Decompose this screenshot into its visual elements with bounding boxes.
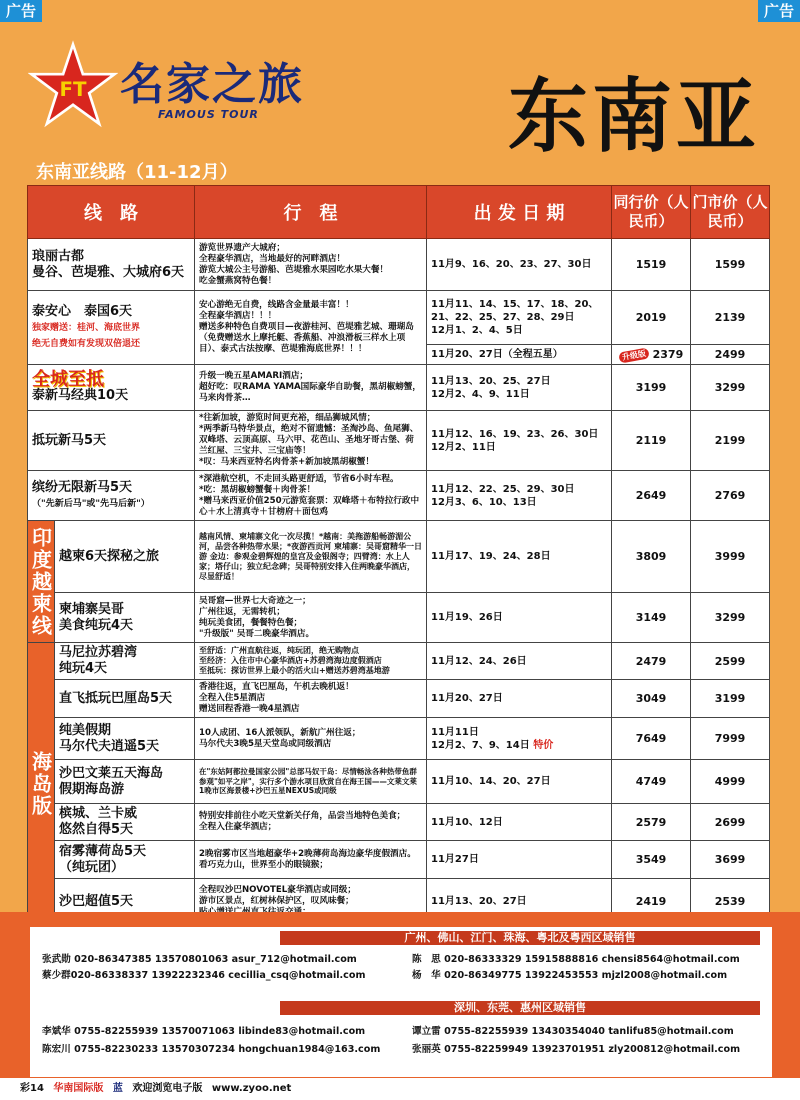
slogan: 欢迎浏览电子版 bbox=[132, 1083, 203, 1094]
peer-price: 2579 bbox=[612, 804, 691, 841]
route-name: 纯美假期 马尔代夫逍遥5天 bbox=[55, 718, 195, 760]
contacts-panel bbox=[30, 927, 772, 1077]
peer-price: 3199 bbox=[612, 365, 691, 411]
route-name: 宿雾薄荷岛5天 （纯玩团） bbox=[55, 841, 195, 879]
route-cell bbox=[28, 471, 195, 521]
peer-price: 7649 bbox=[612, 718, 691, 760]
retail-price: 2769 bbox=[691, 471, 770, 521]
peer-price: 2119 bbox=[612, 411, 691, 471]
table-row bbox=[28, 643, 770, 680]
header bbox=[0, 22, 800, 163]
route-promo: 全城至抵 bbox=[32, 368, 104, 390]
region-sz-bar: 深圳、东莞、惠州区域销售 bbox=[280, 1001, 760, 1015]
section-indochina: 印度越柬线 bbox=[28, 521, 55, 643]
route-name: 缤纷无限新马5天 bbox=[32, 479, 133, 495]
peer-price: 3549 bbox=[612, 841, 691, 879]
peer-price-upgrade-value: 2379 bbox=[652, 348, 684, 361]
retail-price: 4999 bbox=[691, 760, 770, 804]
route-cell bbox=[28, 365, 195, 411]
contact-sz-3: 陈宏川 0755-82230233 13570307234 hongchuan1984@163.com bbox=[42, 1044, 381, 1055]
peer-price: 3809 bbox=[612, 521, 691, 593]
table-row bbox=[28, 239, 770, 291]
tour-table bbox=[27, 185, 769, 925]
itinerary-desc: *深港航空机，不走回头路更舒适，节省6小时车程。 *吃：黑胡椒螃蟹餐＋肉骨茶！ *赠马来西亚价值250元游览套票：双峰塔＋布特拉行政中心＋水上清真寺＋甘榜府＋面包鸡 bbox=[195, 471, 427, 521]
company-logo bbox=[28, 32, 328, 142]
route-name: 直飞抵玩巴厘岛5天 bbox=[55, 680, 195, 718]
ad-label-left: 广告 bbox=[0, 0, 42, 22]
retail-price: 1599 bbox=[691, 239, 770, 291]
region-gz-bar: 广州、佛山、江门、珠海、粤北及粤西区域销售 bbox=[280, 931, 760, 945]
contact-gz-1: 张武勋 020-86347385 13570801063 asur_712@hotmail.com bbox=[42, 954, 357, 965]
table-row bbox=[28, 521, 770, 593]
table-row bbox=[28, 841, 770, 879]
route-name: 沙巴文莱五天海岛 假期海岛游 bbox=[55, 760, 195, 804]
peer-price-upgrade bbox=[612, 345, 691, 365]
retail-price: 3299 bbox=[691, 593, 770, 643]
retail-price: 2139 bbox=[691, 291, 770, 345]
logo-chinese-text: 名家之旅 bbox=[120, 59, 304, 110]
header-itinerary: 行 程 bbox=[195, 186, 427, 239]
departure-dates: 11月27日 bbox=[427, 841, 612, 879]
route-name: 马尼拉苏碧湾 纯玩4天 bbox=[55, 643, 195, 680]
route-name: 泰新马经典10天 bbox=[32, 387, 129, 403]
footer bbox=[0, 912, 800, 1100]
departure-dates: 11月13、20、25、27日 12月2、4、9、11日 bbox=[427, 365, 612, 411]
retail-price: 2539 bbox=[691, 879, 770, 925]
contact-sz-2: 谭立雷 0755-82255939 13430354040 tanlifu85@hotmail.com bbox=[412, 1026, 734, 1037]
bottom-bar bbox=[0, 1078, 800, 1100]
table-row bbox=[28, 680, 770, 718]
table-row bbox=[28, 291, 770, 345]
contact-gz-3: 蔡少群020-86338337 13922232346 cecillia_csq@hotmail.com bbox=[42, 970, 366, 981]
retail-price: 7999 bbox=[691, 718, 770, 760]
itinerary-desc: 越南风情、柬埔寨文化一次尽揽！*越南：美拖游船畅游湄公河，品尝各种热带水果；*夜游西贡河 柬埔寨：吴哥窟精华一日游 金边：参观金碧辉煌的皇宫及金银阁寺；四臂湾：水上人家；塔仔山；独立纪念碑；吴哥特别安排入住两晚豪华酒店，尽显舒适！ bbox=[195, 521, 427, 593]
itinerary-desc: 安心游绝无自费，线路含金量最丰富！！ 全程豪华酒店！！！ 赠送多种特色自费项目—夜游桂河、芭堤雅艺城、珊瑚岛（免费赠送水上摩托艇、香蕉船、冲浪滑板三样水上项目）、泰式古法按摩、芭堤雅海底世界！！！ bbox=[195, 291, 427, 365]
paper-logo-icon: 蓝 bbox=[112, 1083, 123, 1094]
peer-price: 2649 bbox=[612, 471, 691, 521]
route-cell bbox=[28, 291, 195, 365]
retail-price: 2199 bbox=[691, 411, 770, 471]
table-row bbox=[28, 718, 770, 760]
route-name: 琅丽古都 曼谷、芭堤雅、大城府6天 bbox=[28, 239, 195, 291]
website-link[interactable]: www.zyoo.net bbox=[211, 1083, 292, 1094]
svg-text:FT: FT bbox=[59, 77, 87, 101]
departure-dates: 11月12、16、19、23、26、30日 12月2、11日 bbox=[427, 411, 612, 471]
header-peer-price: 同行价（人民币） bbox=[612, 186, 691, 239]
itinerary-desc: 全程叹沙巴NOVOTEL豪华酒店或同级； 游市区景点，红树林保护区，叹风味餐； bbox=[195, 879, 427, 925]
peer-price: 4749 bbox=[612, 760, 691, 804]
table-row bbox=[28, 471, 770, 521]
retail-price: 3199 bbox=[691, 680, 770, 718]
peer-price: 1519 bbox=[612, 239, 691, 291]
retail-price: 3999 bbox=[691, 521, 770, 593]
departure-dates: 11月9、16、20、23、27、30日 bbox=[427, 239, 612, 291]
contact-sz-1: 李斌华 0755-82255939 13570071063 libinde83@hotmail.com bbox=[42, 1026, 366, 1037]
header-dates: 出 发 日 期 bbox=[427, 186, 612, 239]
itinerary-desc: 香港往返，直飞巴厘岛，午机去晚机返！ 全程入住5星酒店 赠送回程香港一晚4星酒店 bbox=[195, 680, 427, 718]
departure-dates: 11月13、20、27日 bbox=[427, 879, 612, 925]
itinerary-desc: 特别安排前往小吃天堂新关仔角，品尝当地特色美食； 全程入住豪华酒店； bbox=[195, 804, 427, 841]
paper-name: 华南国际版 bbox=[53, 1083, 104, 1094]
itinerary-desc: 在"东姑阿都拉曼国家公园"总部马奴干岛：尽情畅泳各种热带鱼群参观"如平之岸"，实行多个游水项目欣赏自在海王国——文莱文莱 1晚市区海景楼+沙巴五星NEXUS或同级 bbox=[195, 760, 427, 804]
retail-price-upgrade: 2499 bbox=[691, 345, 770, 365]
logo-english-text: FAMOUS TOUR bbox=[158, 108, 259, 121]
page-title: 东南亚 bbox=[508, 70, 760, 163]
itinerary-desc: 2晚宿雾市区当地超豪华+2晚薄荷岛海边豪华度假酒店。 看巧克力山，世界至小的眼镜猴； bbox=[195, 841, 427, 879]
route-name: 沙巴超值5天 bbox=[55, 879, 195, 925]
route-name: 槟城、兰卡威 悠然自得5天 bbox=[55, 804, 195, 841]
peer-price: 3049 bbox=[612, 680, 691, 718]
header-route: 线 路 bbox=[28, 186, 195, 239]
upgrade-badge: 升级版 bbox=[618, 347, 649, 363]
route-name: 抵玩新马5天 bbox=[28, 411, 195, 471]
header-retail-price: 门市价（人民币） bbox=[691, 186, 770, 239]
departure-dates: 11月19、26日 bbox=[427, 593, 612, 643]
route-note: （"先新后马"或"先马后新"） bbox=[32, 498, 150, 509]
departure-dates: 11月11日 12月2、7、9、14日 bbox=[431, 726, 530, 751]
peer-price: 3149 bbox=[612, 593, 691, 643]
section-island: 海岛版 bbox=[28, 643, 55, 925]
table-row bbox=[28, 593, 770, 643]
table-row bbox=[28, 365, 770, 411]
departure-dates: 11月12、22、25、29、30日 12月3、6、10、13日 bbox=[427, 471, 612, 521]
table-row bbox=[28, 804, 770, 841]
retail-price: 3699 bbox=[691, 841, 770, 879]
peer-price: 2479 bbox=[612, 643, 691, 680]
itinerary-desc: 至舒适：广州直航往返，纯玩团，绝无购物点 至经济：入住市中心豪华酒店+苏碧湾海边度假酒店 至抵玩：探访世界上最小的活火山+赠送苏碧湾基地游 bbox=[195, 643, 427, 680]
retail-price: 2599 bbox=[691, 643, 770, 680]
departure-dates: 11月10、14、20、27日 bbox=[427, 760, 612, 804]
itinerary-desc: *往新加坡，游览时间更充裕，细品狮城风情； *两季新马特华景点，绝对不留遗憾：圣淘沙岛、鱼尾狮、双峰塔、云顶高原、马六甲、花芭山、圣地牙哥古堡、荷兰红屋、三宝井、三宝庙等！ *叹：马来西亚特名肉骨茶+新加坡黑胡椒蟹！ bbox=[195, 411, 427, 471]
special-price-badge: 特价 bbox=[533, 739, 554, 751]
route-name: 越柬6天探秘之旅 bbox=[55, 521, 195, 593]
itinerary-desc: 吴哥窟—世界七大奇迹之一； 广州往返，无需转机； 纯玩美食团，餐餐特色餐； "升级版" 吴哥二晚豪华酒店。 bbox=[195, 593, 427, 643]
departure-dates: 11月20、27日 bbox=[427, 680, 612, 718]
page-number: 彩14 bbox=[20, 1083, 44, 1094]
itinerary-desc: 升级一晚五星AMARI酒店； 超好吃：叹RAMA YAMA国际豪华自助餐，黑胡椒螃蟹，马来肉骨茶… bbox=[195, 365, 427, 411]
departure-dates: 11月12、24、26日 bbox=[427, 643, 612, 680]
retail-price: 2699 bbox=[691, 804, 770, 841]
route-note: 独家赠送：桂河、海底世界 绝无自费如有发现双倍退还 bbox=[32, 322, 141, 349]
table-row bbox=[28, 411, 770, 471]
retail-price: 3299 bbox=[691, 365, 770, 411]
peer-price: 2019 bbox=[612, 291, 691, 345]
departure-dates-upgrade: 11月20、27日（全程五星） bbox=[427, 345, 612, 365]
section-subtitle: 东南亚线路（11-12月） bbox=[36, 162, 238, 183]
contact-gz-2: 陈 思 020-86333329 15915888816 chensi8564@hotmail.com bbox=[412, 954, 740, 965]
itinerary-desc: 游览世界遗产大城府； 全程豪华酒店，当地最好的河畔酒店！ 游览大城公主号游船、芭堤雅水果园吃水果大餐！ 吃金蟹燕窝特色餐！ bbox=[195, 239, 427, 291]
star-logo-icon bbox=[28, 40, 118, 130]
contact-gz-4: 杨 华 020-86349775 13922453553 mjzl2008@hotmail.com bbox=[412, 970, 728, 981]
ad-label-right: 广告 bbox=[758, 0, 800, 22]
itinerary-desc: 10人成团、16人派领队，新航广州往返； 马尔代夫3晚5星天堂岛或同级酒店 bbox=[195, 718, 427, 760]
route-name: 泰安心 泰国6天 bbox=[32, 303, 133, 319]
table-row bbox=[28, 760, 770, 804]
departure-dates: 11月10、12日 bbox=[427, 804, 612, 841]
peer-price: 2419 bbox=[612, 879, 691, 925]
contact-sz-4: 张丽英 0755-82259949 13923701951 zly200812@hotmail.com bbox=[412, 1044, 741, 1055]
departure-dates: 11月11、14、15、17、18、20、21、22、25、27、28、29日 12月1、2、4、5日 bbox=[427, 291, 612, 345]
route-name: 柬埔寨吴哥 美食纯玩4天 bbox=[55, 593, 195, 643]
departure-dates-cell bbox=[427, 718, 612, 760]
table-header-row bbox=[28, 186, 770, 239]
departure-dates: 11月17、19、24、28日 bbox=[427, 521, 612, 593]
